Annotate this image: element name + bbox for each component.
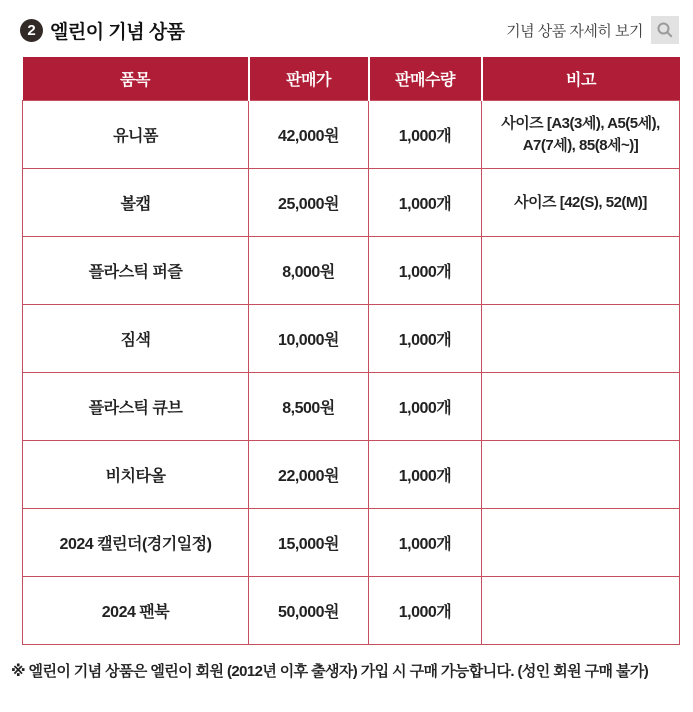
table-row [23, 237, 680, 305]
item-cell: 2024 팬북 [23, 577, 249, 645]
note-cell [482, 441, 680, 509]
table-row [23, 305, 680, 373]
qty-cell: 1,000개 [369, 441, 482, 509]
qty-cell: 1,000개 [369, 169, 482, 237]
qty-cell: 1,000개 [369, 373, 482, 441]
price-cell: 8,500원 [249, 373, 369, 441]
price-cell: 42,000원 [249, 101, 369, 169]
footnote: ※ 엘린이 기념 상품은 엘린이 회원 (2012년 이후 출생자) 가입 시 구매 가능합니다. (성인 회원 구매 불가) [11, 663, 649, 680]
note-cell [482, 509, 680, 577]
item-cell: 짐색 [23, 305, 249, 373]
price-cell: 8,000원 [249, 237, 369, 305]
item-cell: 비치타올 [23, 441, 249, 509]
goods-detail-link[interactable]: 기념 상품 자세히 보기 [506, 22, 643, 40]
column-header-price: 판매가 [249, 57, 369, 101]
qty-cell: 1,000개 [369, 305, 482, 373]
price-cell: 10,000원 [249, 305, 369, 373]
note-cell [482, 305, 680, 373]
qty-cell: 1,000개 [369, 509, 482, 577]
magnifier-icon [656, 21, 674, 39]
section-number-badge: 2 [20, 19, 43, 42]
item-cell: 플라스틱 큐브 [23, 373, 249, 441]
title-wrap [20, 17, 185, 44]
note-cell: 사이즈 [42(S), 52(M)] [482, 169, 680, 237]
table-row [23, 509, 680, 577]
search-button[interactable] [651, 16, 679, 44]
table-header-row [23, 57, 680, 101]
table-row [23, 373, 680, 441]
table-row [23, 169, 680, 237]
price-cell: 25,000원 [249, 169, 369, 237]
goods-table [22, 57, 680, 645]
qty-cell: 1,000개 [369, 237, 482, 305]
item-cell: 2024 캘린더(경기일정) [23, 509, 249, 577]
price-cell: 50,000원 [249, 577, 369, 645]
column-header-note: 비고 [482, 57, 680, 101]
item-cell: 유니폼 [23, 101, 249, 169]
top-bar [0, 0, 693, 47]
item-cell: 볼캡 [23, 169, 249, 237]
price-cell: 15,000원 [249, 509, 369, 577]
table-row [23, 577, 680, 645]
note-cell [482, 577, 680, 645]
note-cell [482, 373, 680, 441]
item-cell: 플라스틱 퍼즐 [23, 237, 249, 305]
table-row [23, 441, 680, 509]
price-cell: 22,000원 [249, 441, 369, 509]
note-cell [482, 237, 680, 305]
table-row [23, 101, 680, 169]
column-header-qty: 판매수량 [369, 57, 482, 101]
note-cell: 사이즈 [A3(3세), A5(5세), A7(7세), 85(8세~)] [482, 101, 680, 169]
page-title: 엘린이 기념 상품 [50, 21, 185, 43]
detail-link-group [506, 16, 679, 44]
column-header-item: 품목 [23, 57, 249, 101]
qty-cell: 1,000개 [369, 101, 482, 169]
qty-cell: 1,000개 [369, 577, 482, 645]
